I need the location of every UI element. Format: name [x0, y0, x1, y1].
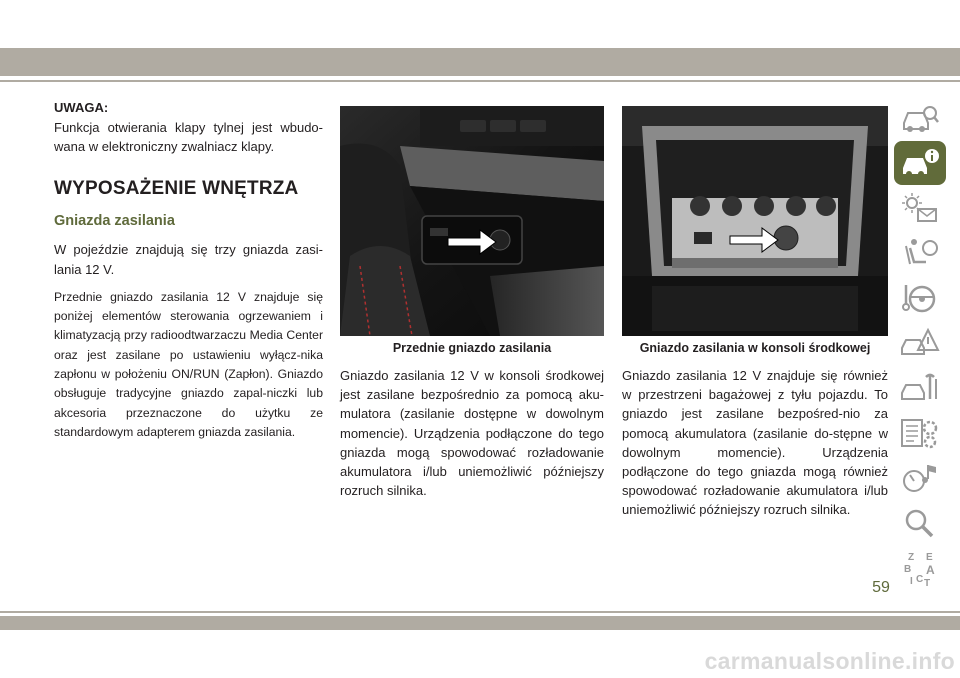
- note-label: UWAGA:: [54, 100, 109, 115]
- media-music-icon[interactable]: [896, 456, 944, 500]
- list-gear-icon[interactable]: [896, 411, 944, 455]
- column-right: [622, 106, 888, 520]
- svg-text:Z: Z: [908, 552, 915, 563]
- airbag-seat-icon[interactable]: [896, 231, 944, 275]
- svg-text:C: C: [916, 574, 924, 585]
- paragraph-cargo-outlet: Gniazdo zasilania 12 V znajduje się również w przestrzeni bagażowej z tyłu pojazdu. To gniazdo jest zasilane bezpośred-nio za pomocą akumulatora (zasilanie do-stępne w dowolnym momencie). Urządzenia podłączone do tego gniazda mogą również spowodować rozładowanie akumulatora i/lub uniemożliwić późniejszy rozruch silnika.: [622, 368, 888, 518]
- paragraph-outlets-count: W pojeździe znajdują się trzy gniazda zasi-lania 12 V.: [54, 242, 323, 277]
- svg-text:T: T: [924, 578, 931, 588]
- car-warning-icon[interactable]: [896, 321, 944, 365]
- subsection-title: Gniazda zasilania: [54, 213, 175, 230]
- watermark: carmanualsonline.info: [704, 648, 955, 674]
- svg-text:B: B: [904, 564, 912, 575]
- column-left: [54, 100, 323, 442]
- car-info-icon[interactable]: [894, 141, 946, 185]
- svg-text:E: E: [926, 552, 933, 563]
- caption-console-outlet: Gniazdo zasilania w konsoli środkowej: [639, 341, 871, 355]
- warning-lights-envelope-icon[interactable]: [896, 186, 944, 230]
- console-outlet-photo: [622, 106, 888, 336]
- car-wrench-icon[interactable]: [896, 366, 944, 410]
- front-outlet-photo: [340, 106, 604, 336]
- top-band: [0, 48, 960, 76]
- car-magnifier-icon[interactable]: [896, 96, 944, 140]
- top-band-line: [0, 80, 960, 82]
- caption-front-outlet: Przednie gniazdo zasilania: [392, 341, 552, 355]
- section-title: WYPOSAŻENIE WNĘTRZA: [54, 178, 299, 200]
- index-letters-icon[interactable]: [896, 546, 944, 590]
- paragraph-center-console-outlet: Gniazdo zasilania 12 V w konsoli środkowej jest zasilane bezpośrednio za pomocą aku-mulatora (zasilanie dostępne w dowolnym momencie). Urządzenia podłączone do tego gniazda mogą spowodować rozładowanie akumulatora i/lub uniemożliwić późniejszy rozruch silnika.: [340, 368, 604, 499]
- column-middle: [340, 106, 604, 500]
- bottom-band-line: [0, 611, 960, 613]
- note-text: Funkcja otwierania klapy tylnej jest wbudo-wana w elektroniczny zwalniacz klapy.: [54, 120, 323, 155]
- svg-text:I: I: [910, 576, 913, 587]
- steering-wheel-key-icon[interactable]: [896, 276, 944, 320]
- svg-text:A: A: [926, 563, 935, 577]
- search-icon[interactable]: [896, 501, 944, 545]
- bottom-band: [0, 616, 960, 630]
- chapter-sidebar: [892, 96, 948, 591]
- paragraph-front-outlet: Przednie gniazdo zasilania 12 V znajduje się poniżej elementów sterowania ogrzewaniem i klimatyzacją przy radioodtwarzaczu Media Center oraz jest zasilane po ustawieniu wyłącz-nika zapłonu w położeniu ON/RUN (Zapłon). Gniazdo obsługuje tradycyjne gniazdo zapal-niczki lub akcesoria przeznaczone do użytku ze standardowym adapterem gniazda zasilania.: [54, 289, 323, 439]
- page-number: 59: [872, 579, 890, 596]
